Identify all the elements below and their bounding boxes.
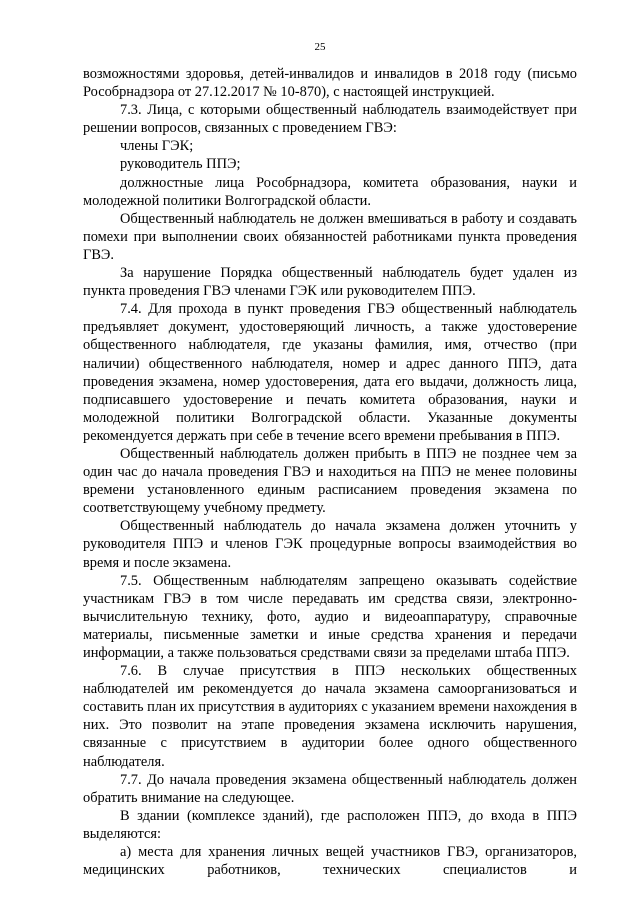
paragraph: 7.5. Общественным наблюдателям запрещено оказывать содействие участникам ГВЭ в том числе передавать им средства связи, электронно-вычислительную технику, фото, аудио и видеоаппаратуру, справочные материалы, письменные заметки и иные средства хранения и передачи информации, а также пользоваться средствами связи за пределами штаба ППЭ.: [83, 572, 577, 661]
paragraph: За нарушение Порядка общественный наблюдатель будет удален из пункта проведения ГВЭ членами ГЭК или руководителем ППЭ.: [83, 265, 577, 300]
paragraph: 7.3. Лица, с которыми общественный наблюдатель взаимодействует при решении вопросов, связанных с проведением ГВЭ:: [83, 102, 577, 137]
document-body: [83, 65, 577, 879]
paragraph: а) места для хранения личных вещей участников ГВЭ, организаторов, медицинских работников, технических специалистов и: [83, 844, 577, 879]
paragraph: 7.4. Для прохода в пункт проведения ГВЭ общественный наблюдатель предъявляет документ, удостоверяющий личность, а также удостоверение общественного наблюдателя, где указаны фамилия, имя, отчество (при наличии) общественного наблюдателя, номер и адрес данного ППЭ, дата проведения экзамена, номер удостоверения, дата его выдачи, должность лица, подписавшего удостоверение и печать комитета образования, науки и молодежной политики Волгоградской области. Указанные документы рекомендуется держать при себе в течение всего времени пребывания в ППЭ.: [83, 301, 577, 444]
paragraph: Общественный наблюдатель должен прибыть в ППЭ не позднее чем за один час до начала проведения ГВЭ и находиться на ППЭ не менее половины времени установленного единым расписанием проведения экзамена по соответствующему учебному предмету.: [83, 445, 577, 517]
paragraph: В здании (комплексе зданий), где расположен ППЭ, до входа в ППЭ выделяются:: [83, 807, 577, 842]
list-item: члены ГЭК;: [120, 138, 194, 155]
page-number: 25: [314, 41, 326, 53]
paragraph: Общественный наблюдатель не должен вмешиваться в работу и создавать помехи при выполнении своих обязанностей работниками пункта проведения ГВЭ.: [83, 210, 577, 263]
paragraph: Общественный наблюдатель до начала экзамена должен уточнить у руководителя ППЭ и членов ГЭК процедурные вопросы взаимодействия во время и после экзамена.: [83, 518, 577, 571]
list-item: руководитель ППЭ;: [120, 156, 241, 173]
paragraph: 7.7. До начала проведения экзамена общественный наблюдатель должен обратить внимание на следующее.: [83, 771, 577, 806]
paragraph: возможностями здоровья, детей-инвалидов и инвалидов в 2018 году (письмо Рособрнадзора от 27.12.2017 № 10-870), с настоящей инструкцией.: [83, 66, 577, 101]
paragraph: 7.6. В случае присутствия в ППЭ нескольких общественных наблюдателей им рекомендуется до начала экзамена самоорганизоваться и составить план их присутствия в аудиториях с указанием времени нахождения в них. Это позволит на этапе проведения экзамена исключить нарушения, связанные с присутствием в аудитории более одного общественного наблюдателя.: [83, 663, 577, 770]
list-item: должностные лица Рособрнадзора, комитета образования, науки и молодежной политики Волгоградской области.: [83, 174, 577, 209]
